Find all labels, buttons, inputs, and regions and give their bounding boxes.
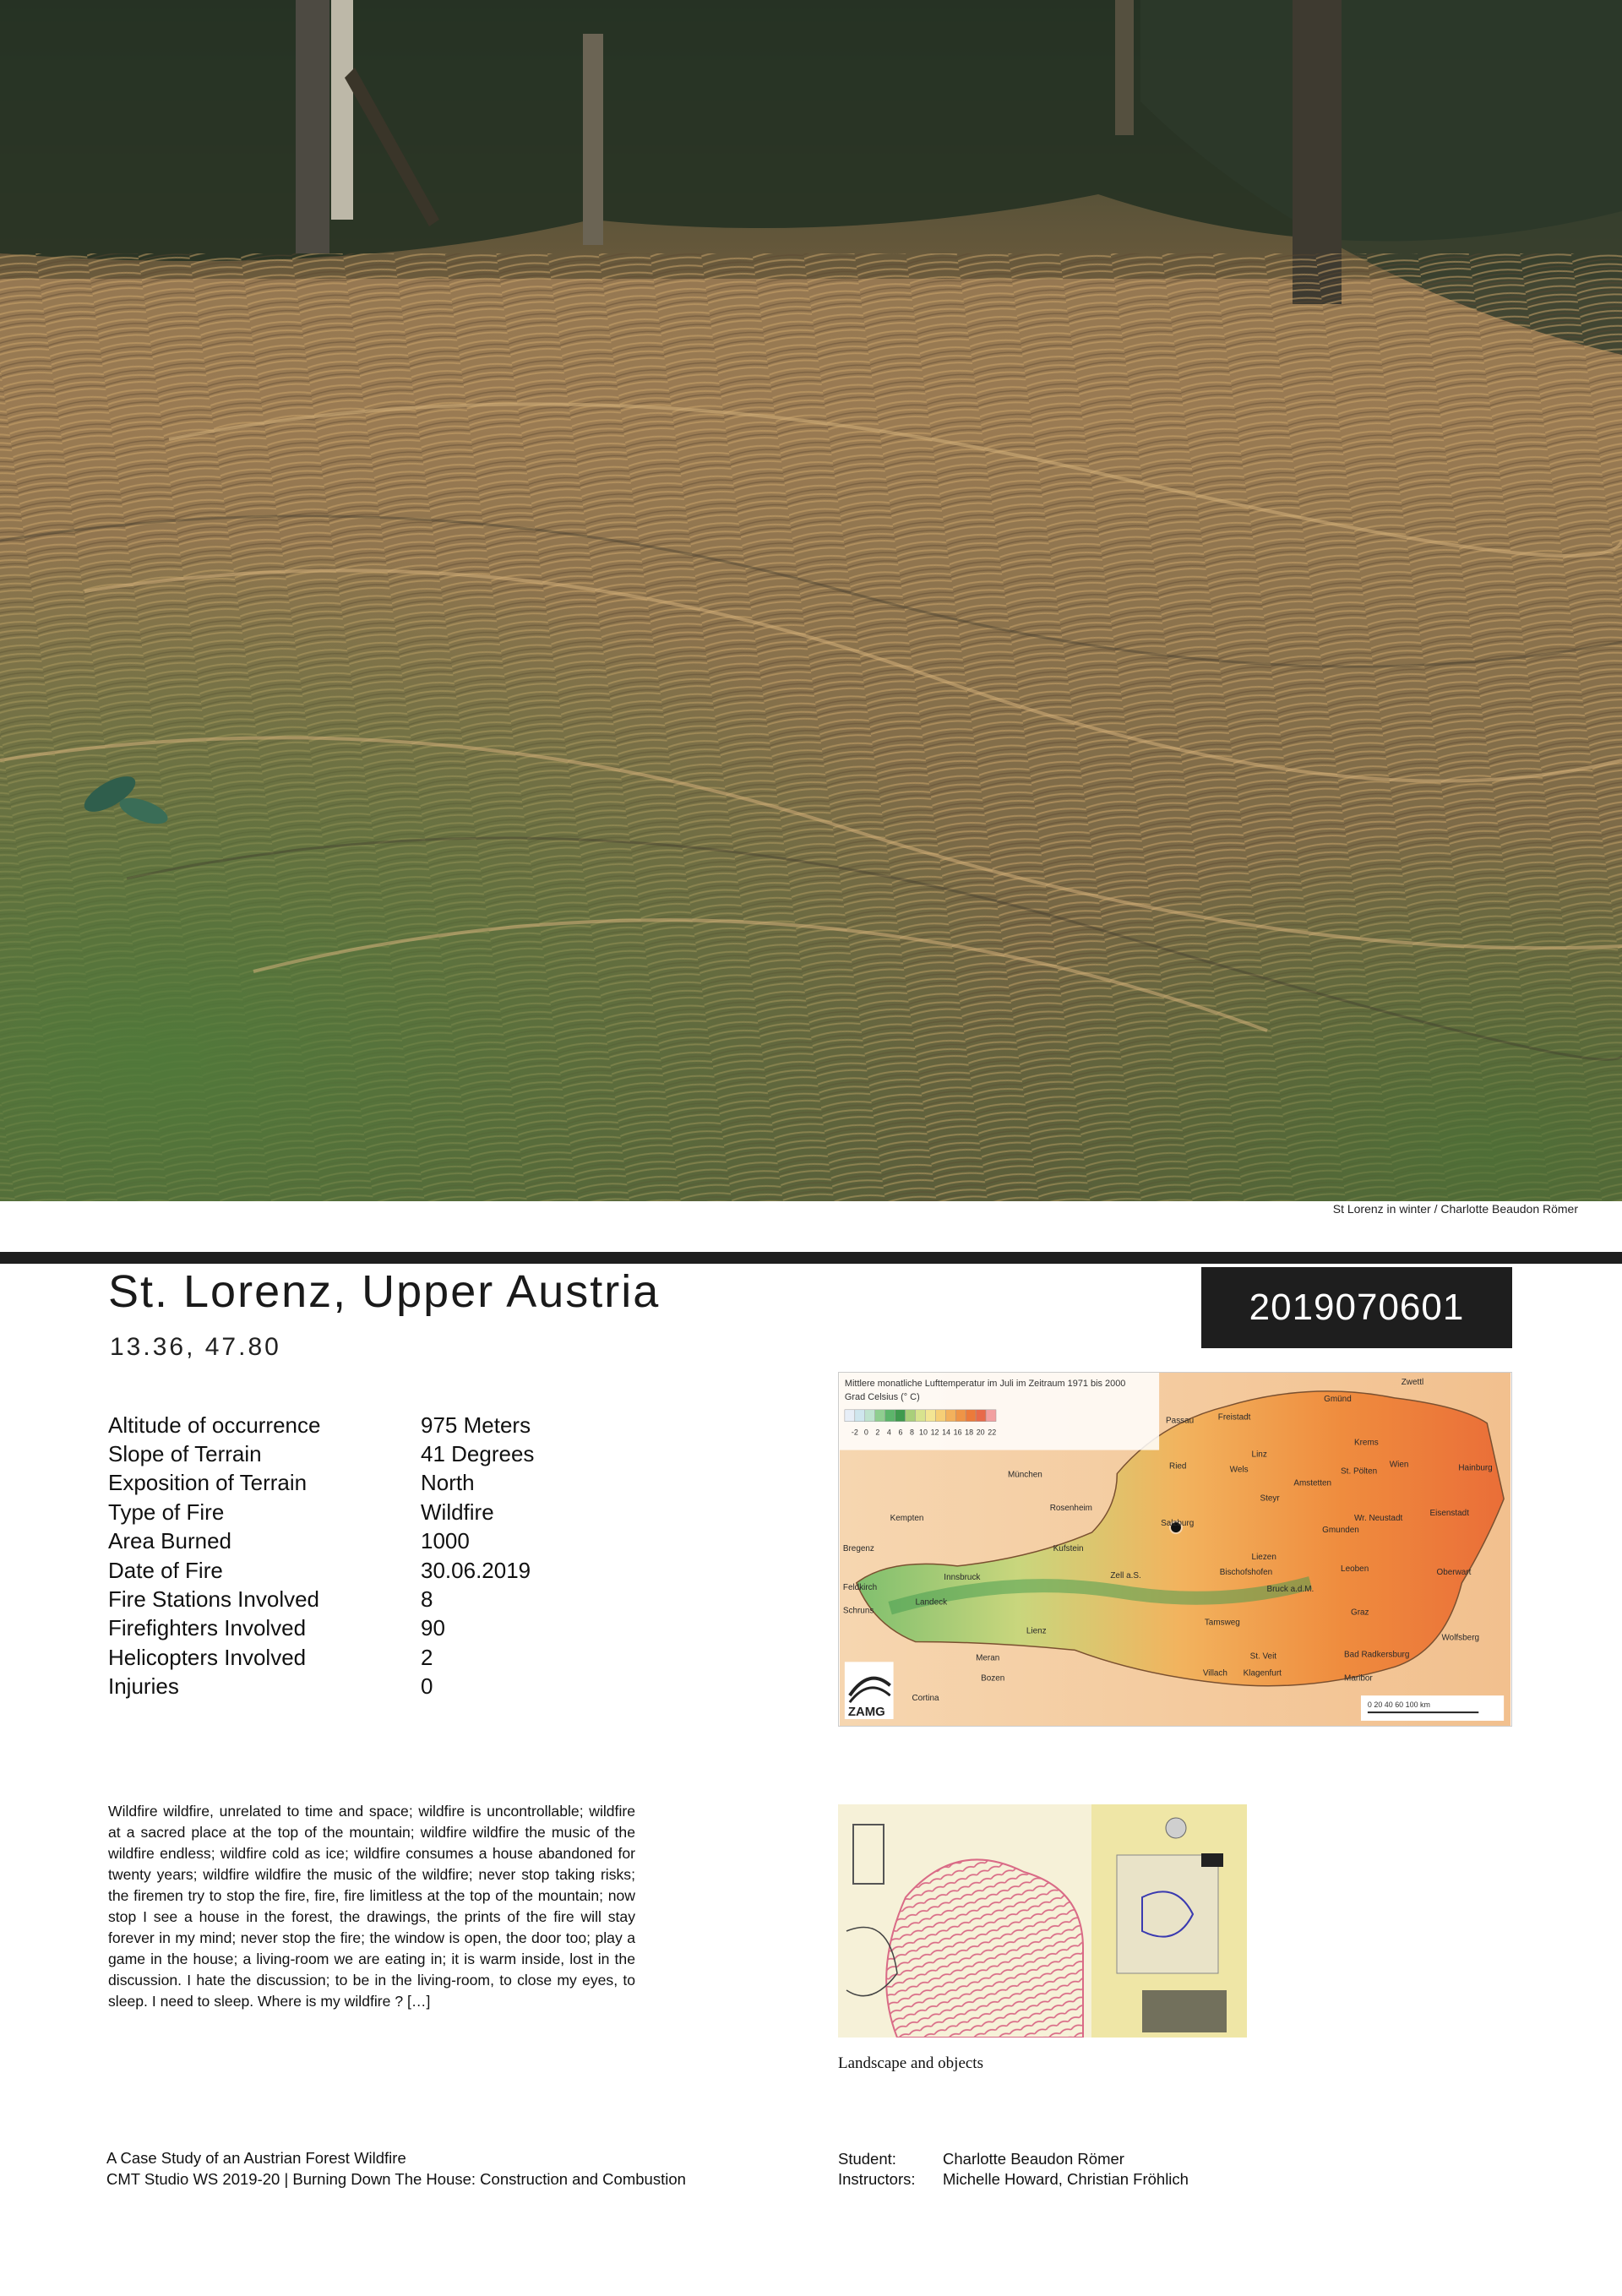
fact-label: Exposition of Terrain: [108, 1470, 308, 1496]
legend-tick: 8: [909, 1428, 914, 1437]
zamg-logo: [845, 1662, 894, 1719]
fact-value: 8: [421, 1586, 433, 1613]
place-label: Gmunden: [1322, 1526, 1359, 1536]
fact-label: Firefighters Involved: [108, 1615, 307, 1641]
place-label: Bozen: [981, 1673, 1005, 1684]
fact-row: [108, 1469, 649, 1498]
legend-swatch: [976, 1410, 986, 1422]
legend-swatch: [875, 1410, 885, 1422]
student-name: Charlotte Beaudon Römer: [943, 2150, 1124, 2168]
place-label: Wels: [1229, 1465, 1249, 1475]
place-label: Passau: [1166, 1416, 1195, 1426]
place-label: Linz: [1251, 1450, 1267, 1460]
temperature-map-austria: [838, 1372, 1512, 1727]
svg-text:ZAMG: ZAMG: [847, 1705, 885, 1720]
place-label: Schruns: [842, 1606, 874, 1616]
fact-value: 1000: [421, 1528, 470, 1554]
fact-value: 2: [421, 1644, 433, 1670]
footer-line-2: CMT Studio WS 2019-20 | Burning Down The House: Construction and Combustion: [106, 2170, 686, 2188]
instructors-label: Instructors:: [838, 2170, 916, 2188]
legend-swatch: [895, 1410, 906, 1422]
fact-label: Altitude of occurrence: [108, 1412, 321, 1438]
place-label: Gmünd: [1324, 1394, 1352, 1404]
place-label: Graz: [1351, 1608, 1369, 1618]
fact-label: Fire Stations Involved: [108, 1586, 320, 1613]
place-label: Klagenfurt: [1243, 1668, 1282, 1678]
legend-swatch: [935, 1410, 945, 1422]
credit-student: [838, 2149, 1189, 2169]
footer-line-1: A Case Study of an Austrian Forest Wildfire: [106, 2149, 406, 2167]
place-label: Landeck: [915, 1597, 948, 1608]
place-label: Bruck a.d.M.: [1266, 1584, 1314, 1594]
place-label: Villach: [1202, 1668, 1227, 1678]
section-divider: [0, 1252, 1622, 1264]
place-label: Amstetten: [1293, 1478, 1332, 1488]
legend-tick: 6: [898, 1428, 903, 1437]
fact-value: 975 Meters: [421, 1412, 531, 1438]
place-label: Wr. Neustadt: [1353, 1514, 1403, 1524]
footer-credits: [838, 2149, 1189, 2190]
photo-caption: St Lorenz in winter / Charlotte Beaudon Römer: [1332, 1202, 1578, 1216]
place-label: Bad Radkersburg: [1344, 1650, 1410, 1660]
legend-tick: 22: [988, 1428, 997, 1437]
fact-label: Date of Fire: [108, 1557, 223, 1583]
place-label: Zell a.S.: [1110, 1570, 1141, 1581]
place-label: Innsbruck: [944, 1572, 981, 1582]
place-label: St. Pölten: [1341, 1466, 1378, 1477]
legend-swatch: [906, 1410, 916, 1422]
place-label: Krems: [1353, 1438, 1379, 1448]
legend-tick: -2: [851, 1428, 858, 1437]
fact-value: 0: [421, 1673, 433, 1700]
fact-row: [108, 1585, 649, 1613]
fact-label: Slope of Terrain: [108, 1441, 262, 1467]
fact-value: 90: [421, 1615, 445, 1641]
place-label: Cortina: [912, 1694, 939, 1704]
legend-swatch: [915, 1410, 925, 1422]
place-label: Oberwart: [1436, 1567, 1472, 1577]
student-label: Student:: [838, 2150, 896, 2168]
place-label: Steyr: [1260, 1493, 1280, 1504]
place-label: Liezen: [1251, 1552, 1276, 1562]
place-label: Kufstein: [1053, 1543, 1084, 1553]
place-label: Salzburg: [1161, 1519, 1195, 1529]
instructors-names: Michelle Howard, Christian Fröhlich: [943, 2170, 1189, 2188]
fact-row: [108, 1556, 649, 1585]
essay-text: Wildfire wildfire, unrelated to time and space; wildfire is uncontrollable; wildfire at a sacred place at the top of the mountain; wildfire wildfire the music of the wildfire endless; wildfire cold as ice; wildfire consumes a house abandoned for twenty years; wildfire wildfire the music of the wildfire; never stop taking risks; the firemen try to stop the fire, fire, fire limitless at the top of the mountain; now stop I see a house in the forest, the drawings, the prints of the fire will stay forever in my mind; never stop the fire; the window is open, the door too; play a game in the house; a living-room we are eating in; it is warm inside, lost in the discussion. I hate the discussion; to be in the living-room, to close my eyes, to sleep. I need to sleep. Where is my wildfire ? […]: [108, 1803, 635, 2010]
legend-swatch: [966, 1410, 976, 1422]
place-label: Rosenheim: [1049, 1504, 1092, 1514]
legend-swatch: [865, 1410, 875, 1422]
place-label: Ried: [1169, 1461, 1187, 1472]
map-scale-bar: [1361, 1695, 1504, 1721]
place-label: Hainburg: [1458, 1463, 1493, 1473]
legend-tick: 16: [953, 1428, 962, 1437]
fact-value: 30.06.2019: [421, 1557, 531, 1583]
legend-swatch: [845, 1410, 855, 1422]
place-label: München: [1007, 1470, 1042, 1480]
svg-text:0 20 40 60 100: 0 20 40 60 100 km: [1367, 1700, 1430, 1710]
place-label: Tamsweg: [1204, 1618, 1240, 1628]
legend-tick: 10: [919, 1428, 928, 1437]
legend-swatch: [955, 1410, 966, 1422]
place-label: Lienz: [1026, 1626, 1047, 1636]
place-label: Zwettl: [1401, 1377, 1424, 1387]
place-label: Freistadt: [1217, 1412, 1251, 1423]
place-label: Bischofshofen: [1219, 1567, 1273, 1577]
fact-row: [108, 1439, 649, 1468]
place-label: Feldkirch: [842, 1582, 878, 1592]
page-title: St. Lorenz, Upper Austria: [108, 1266, 661, 1317]
place-label: Leoben: [1341, 1564, 1369, 1574]
fact-row: [108, 1527, 649, 1556]
fact-label: Type of Fire: [108, 1499, 225, 1525]
fact-label: Area Burned: [108, 1528, 231, 1554]
legend-tick: 20: [976, 1428, 985, 1437]
sketch-landscape-and-objects: [838, 1804, 1247, 2038]
fact-row: [108, 1673, 649, 1701]
legend-tick: 18: [965, 1428, 974, 1437]
fact-value: North: [421, 1470, 475, 1496]
legend-tick: 2: [875, 1428, 880, 1437]
fact-table: [108, 1411, 649, 1701]
legend-tick: 14: [942, 1428, 951, 1437]
place-label: Meran: [976, 1653, 1000, 1663]
case-id-badge: 2019070601: [1201, 1267, 1512, 1348]
fact-label: Helicopters Involved: [108, 1644, 307, 1670]
legend-swatch: [885, 1410, 895, 1422]
place-label: Eisenstadt: [1429, 1509, 1469, 1519]
place-label: Bregenz: [842, 1543, 874, 1553]
place-label: Wolfsberg: [1441, 1633, 1480, 1643]
sketch-caption: Landscape and objects: [838, 2054, 983, 2072]
legend-swatch: [925, 1410, 935, 1422]
fact-row: [108, 1614, 649, 1643]
map-unit: Grad Celsius (° C): [844, 1391, 920, 1402]
place-label: Kempten: [890, 1514, 924, 1524]
legend-swatch: [945, 1410, 955, 1422]
legend-swatch: [986, 1410, 996, 1422]
fact-row: [108, 1643, 649, 1672]
legend-tick: 4: [886, 1428, 891, 1437]
fact-label: Injuries: [108, 1673, 179, 1700]
fact-value: Wildfire: [421, 1499, 494, 1525]
legend-tick: 0: [863, 1428, 868, 1437]
place-label: St. Veit: [1249, 1651, 1277, 1662]
legend-tick: 12: [930, 1428, 939, 1437]
legend-swatch: [855, 1410, 865, 1422]
coordinates: 13.36, 47.80: [110, 1333, 281, 1361]
place-label: Maribor: [1344, 1673, 1373, 1684]
fact-row: [108, 1498, 649, 1526]
credit-instructors: [838, 2169, 1189, 2190]
map-title: Mittlere monatliche Lufttemperatur im Juli im Zeitraum 1971 bis 2000: [844, 1378, 1126, 1389]
place-label: Wien: [1389, 1460, 1409, 1470]
fact-row: [108, 1411, 649, 1439]
fact-value: 41 Degrees: [421, 1441, 535, 1467]
footer-project-info: [106, 2147, 686, 2190]
